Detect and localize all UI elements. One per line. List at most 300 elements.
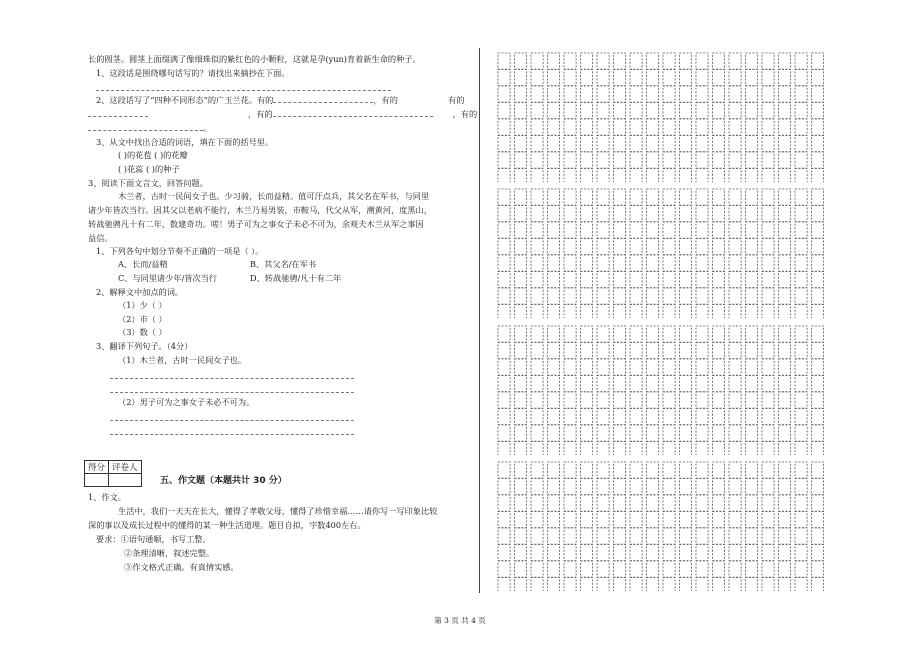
grid-cell[interactable] bbox=[581, 189, 593, 205]
grid-cell[interactable] bbox=[779, 53, 791, 69]
grid-cell[interactable] bbox=[795, 462, 807, 478]
grid-cell[interactable] bbox=[680, 169, 692, 183]
grid-cell[interactable] bbox=[779, 545, 791, 561]
grid-cell[interactable] bbox=[564, 86, 576, 102]
grid-cell[interactable] bbox=[795, 86, 807, 102]
grid-cell[interactable] bbox=[515, 326, 527, 342]
grid-cell[interactable] bbox=[762, 189, 774, 205]
grid-cell[interactable] bbox=[663, 103, 675, 119]
grid-cell[interactable] bbox=[498, 136, 510, 152]
grid-cell[interactable] bbox=[630, 462, 642, 478]
grid-cell[interactable] bbox=[779, 222, 791, 238]
grid-cell[interactable] bbox=[581, 53, 593, 69]
grid-cell[interactable] bbox=[548, 103, 560, 119]
grid-cell[interactable] bbox=[812, 206, 824, 222]
grid-cell[interactable] bbox=[762, 392, 774, 408]
grid-cell[interactable] bbox=[729, 343, 741, 359]
grid-cell[interactable] bbox=[795, 409, 807, 425]
grid-cell[interactable] bbox=[630, 169, 642, 183]
grid-cell[interactable] bbox=[713, 343, 725, 359]
grid-cell[interactable] bbox=[531, 528, 543, 544]
grid-cell[interactable] bbox=[614, 409, 626, 425]
grid-cell[interactable] bbox=[614, 462, 626, 478]
grid-cell[interactable] bbox=[614, 272, 626, 288]
grid-cell[interactable] bbox=[647, 495, 659, 511]
grid-cell[interactable] bbox=[746, 222, 758, 238]
grid-cell[interactable] bbox=[795, 305, 807, 319]
grid-cell[interactable] bbox=[581, 136, 593, 152]
grid-cell[interactable] bbox=[515, 578, 527, 592]
grid-cell[interactable] bbox=[812, 425, 824, 441]
grid-cell[interactable] bbox=[630, 561, 642, 577]
grid-cell[interactable] bbox=[515, 528, 527, 544]
grid-cell[interactable] bbox=[812, 442, 824, 456]
grid-cell[interactable] bbox=[663, 239, 675, 255]
grid-cell[interactable] bbox=[564, 119, 576, 135]
grid-cell[interactable] bbox=[564, 425, 576, 441]
grid-cell[interactable] bbox=[531, 425, 543, 441]
grid-cell[interactable] bbox=[614, 189, 626, 205]
grid-cell[interactable] bbox=[779, 479, 791, 495]
grid-cell[interactable] bbox=[762, 53, 774, 69]
grid-cell[interactable] bbox=[762, 561, 774, 577]
grid-cell[interactable] bbox=[515, 512, 527, 528]
grid-cell[interactable] bbox=[548, 206, 560, 222]
grid-cell[interactable] bbox=[647, 53, 659, 69]
grid-cell[interactable] bbox=[531, 119, 543, 135]
grid-cell[interactable] bbox=[746, 359, 758, 375]
grid-cell[interactable] bbox=[531, 495, 543, 511]
grid-cell[interactable] bbox=[746, 239, 758, 255]
grid-cell[interactable] bbox=[531, 239, 543, 255]
grid-cell[interactable] bbox=[564, 561, 576, 577]
grid-cell[interactable] bbox=[663, 305, 675, 319]
grid-cell[interactable] bbox=[729, 239, 741, 255]
grid-cell[interactable] bbox=[498, 272, 510, 288]
grid-cell[interactable] bbox=[729, 409, 741, 425]
grid-cell[interactable] bbox=[564, 152, 576, 168]
grid-cell[interactable] bbox=[779, 70, 791, 86]
grid-cell[interactable] bbox=[548, 462, 560, 478]
grid-cell[interactable] bbox=[581, 442, 593, 456]
grid-cell[interactable] bbox=[531, 305, 543, 319]
grid-cell[interactable] bbox=[614, 103, 626, 119]
grid-cell[interactable] bbox=[795, 442, 807, 456]
grid-cell[interactable] bbox=[531, 545, 543, 561]
grid-cell[interactable] bbox=[564, 462, 576, 478]
grid-cell[interactable] bbox=[663, 136, 675, 152]
grid-cell[interactable] bbox=[548, 578, 560, 592]
grid-cell[interactable] bbox=[762, 528, 774, 544]
grid-cell[interactable] bbox=[812, 545, 824, 561]
grid-cell[interactable] bbox=[564, 255, 576, 271]
grid-cell[interactable] bbox=[515, 479, 527, 495]
grid-cell[interactable] bbox=[498, 206, 510, 222]
grid-cell[interactable] bbox=[696, 255, 708, 271]
grid-cell[interactable] bbox=[779, 255, 791, 271]
grid-cell[interactable] bbox=[680, 561, 692, 577]
grid-cell[interactable] bbox=[614, 305, 626, 319]
grid-cell[interactable] bbox=[696, 528, 708, 544]
grid-cell[interactable] bbox=[713, 206, 725, 222]
grid-cell[interactable] bbox=[581, 462, 593, 478]
grid-cell[interactable] bbox=[614, 119, 626, 135]
grid-cell[interactable] bbox=[647, 206, 659, 222]
grid-cell[interactable] bbox=[531, 343, 543, 359]
grid-cell[interactable] bbox=[581, 326, 593, 342]
grid-cell[interactable] bbox=[729, 136, 741, 152]
grid-cell[interactable] bbox=[779, 288, 791, 304]
grid-cell[interactable] bbox=[680, 462, 692, 478]
grid-cell[interactable] bbox=[746, 152, 758, 168]
grid-cell[interactable] bbox=[696, 70, 708, 86]
grid-cell[interactable] bbox=[680, 189, 692, 205]
grid-cell[interactable] bbox=[680, 222, 692, 238]
grid-cell[interactable] bbox=[812, 376, 824, 392]
grid-cell[interactable] bbox=[812, 103, 824, 119]
grid-cell[interactable] bbox=[729, 425, 741, 441]
grid-cell[interactable] bbox=[795, 479, 807, 495]
grid-cell[interactable] bbox=[581, 425, 593, 441]
grid-cell[interactable] bbox=[762, 222, 774, 238]
grid-cell[interactable] bbox=[812, 119, 824, 135]
grid-cell[interactable] bbox=[762, 479, 774, 495]
grid-cell[interactable] bbox=[614, 442, 626, 456]
grid-cell[interactable] bbox=[647, 512, 659, 528]
grid-cell[interactable] bbox=[498, 305, 510, 319]
grid-cell[interactable] bbox=[713, 305, 725, 319]
grid-cell[interactable] bbox=[696, 512, 708, 528]
grid-cell[interactable] bbox=[696, 359, 708, 375]
grid-cell[interactable] bbox=[713, 442, 725, 456]
grid-cell[interactable] bbox=[746, 512, 758, 528]
grid-cell[interactable] bbox=[696, 239, 708, 255]
grid-cell[interactable] bbox=[729, 462, 741, 478]
grid-cell[interactable] bbox=[812, 359, 824, 375]
grid-cell[interactable] bbox=[531, 376, 543, 392]
grid-cell[interactable] bbox=[614, 169, 626, 183]
grid-cell[interactable] bbox=[630, 495, 642, 511]
grid-cell[interactable] bbox=[795, 545, 807, 561]
grid-cell[interactable] bbox=[581, 479, 593, 495]
grid-cell[interactable] bbox=[696, 288, 708, 304]
grid-cell[interactable] bbox=[663, 169, 675, 183]
grid-cell[interactable] bbox=[647, 86, 659, 102]
grid-cell[interactable] bbox=[515, 409, 527, 425]
grid-cell[interactable] bbox=[597, 442, 609, 456]
grid-cell[interactable] bbox=[696, 53, 708, 69]
grid-cell[interactable] bbox=[498, 169, 510, 183]
grid-cell[interactable] bbox=[614, 206, 626, 222]
grid-cell[interactable] bbox=[795, 359, 807, 375]
grid-cell[interactable] bbox=[795, 103, 807, 119]
grid-cell[interactable] bbox=[531, 288, 543, 304]
grid-cell[interactable] bbox=[713, 425, 725, 441]
grid-cell[interactable] bbox=[630, 425, 642, 441]
grid-cell[interactable] bbox=[812, 343, 824, 359]
grid-cell[interactable] bbox=[762, 272, 774, 288]
grid-cell[interactable] bbox=[812, 512, 824, 528]
grid-cell[interactable] bbox=[531, 70, 543, 86]
grid-cell[interactable] bbox=[696, 272, 708, 288]
grid-cell[interactable] bbox=[564, 70, 576, 86]
grid-cell[interactable] bbox=[647, 442, 659, 456]
grid-cell[interactable] bbox=[581, 376, 593, 392]
grid-cell[interactable] bbox=[597, 479, 609, 495]
grid-cell[interactable] bbox=[647, 136, 659, 152]
grid-cell[interactable] bbox=[779, 206, 791, 222]
grid-cell[interactable] bbox=[680, 136, 692, 152]
grid-cell[interactable] bbox=[696, 442, 708, 456]
grid-cell[interactable] bbox=[729, 512, 741, 528]
grid-cell[interactable] bbox=[812, 409, 824, 425]
grid-cell[interactable] bbox=[729, 578, 741, 592]
grid-cell[interactable] bbox=[713, 119, 725, 135]
grid-cell[interactable] bbox=[498, 376, 510, 392]
grid-cell[interactable] bbox=[498, 425, 510, 441]
grid-cell[interactable] bbox=[713, 545, 725, 561]
answer-line[interactable] bbox=[110, 420, 354, 421]
grid-cell[interactable] bbox=[779, 376, 791, 392]
grid-cell[interactable] bbox=[762, 288, 774, 304]
grid-cell[interactable] bbox=[729, 255, 741, 271]
grid-cell[interactable] bbox=[630, 326, 642, 342]
grid-cell[interactable] bbox=[564, 479, 576, 495]
grid-cell[interactable] bbox=[729, 288, 741, 304]
grid-cell[interactable] bbox=[597, 103, 609, 119]
grid-cell[interactable] bbox=[812, 479, 824, 495]
grid-cell[interactable] bbox=[564, 578, 576, 592]
grid-cell[interactable] bbox=[515, 462, 527, 478]
grid-cell[interactable] bbox=[531, 561, 543, 577]
grid-cell[interactable] bbox=[498, 119, 510, 135]
grid-cell[interactable] bbox=[696, 409, 708, 425]
grid-cell[interactable] bbox=[713, 561, 725, 577]
grid-cell[interactable] bbox=[515, 343, 527, 359]
grid-cell[interactable] bbox=[597, 528, 609, 544]
grid-cell[interactable] bbox=[795, 222, 807, 238]
grid-cell[interactable] bbox=[795, 136, 807, 152]
grid-cell[interactable] bbox=[795, 425, 807, 441]
grid-cell[interactable] bbox=[515, 376, 527, 392]
grid-cell[interactable] bbox=[762, 578, 774, 592]
grid-cell[interactable] bbox=[647, 392, 659, 408]
grid-cell[interactable] bbox=[581, 528, 593, 544]
grid-cell[interactable] bbox=[779, 119, 791, 135]
grid-cell[interactable] bbox=[812, 288, 824, 304]
grid-cell[interactable] bbox=[630, 288, 642, 304]
grid-cell[interactable] bbox=[746, 545, 758, 561]
grid-cell[interactable] bbox=[729, 305, 741, 319]
grid-cell[interactable] bbox=[498, 152, 510, 168]
grid-cell[interactable] bbox=[581, 103, 593, 119]
grid-cell[interactable] bbox=[597, 222, 609, 238]
grid-cell[interactable] bbox=[746, 578, 758, 592]
grid-cell[interactable] bbox=[564, 392, 576, 408]
grid-cell[interactable] bbox=[498, 578, 510, 592]
grid-cell[interactable] bbox=[762, 545, 774, 561]
grid-cell[interactable] bbox=[779, 512, 791, 528]
grid-cell[interactable] bbox=[614, 578, 626, 592]
grid-cell[interactable] bbox=[630, 239, 642, 255]
grid-cell[interactable] bbox=[581, 86, 593, 102]
grid-cell[interactable] bbox=[564, 136, 576, 152]
grid-cell[interactable] bbox=[680, 86, 692, 102]
grid-cell[interactable] bbox=[630, 206, 642, 222]
grid-cell[interactable] bbox=[663, 255, 675, 271]
grid-cell[interactable] bbox=[812, 70, 824, 86]
grid-cell[interactable] bbox=[795, 70, 807, 86]
writing-grid-1[interactable] bbox=[497, 52, 897, 182]
grid-cell[interactable] bbox=[548, 53, 560, 69]
grid-cell[interactable] bbox=[581, 545, 593, 561]
grid-cell[interactable] bbox=[762, 462, 774, 478]
grid-cell[interactable] bbox=[548, 392, 560, 408]
grid-cell[interactable] bbox=[597, 272, 609, 288]
grid-cell[interactable] bbox=[663, 479, 675, 495]
grid-cell[interactable] bbox=[548, 288, 560, 304]
grid-cell[interactable] bbox=[548, 409, 560, 425]
grid-cell[interactable] bbox=[729, 86, 741, 102]
grid-cell[interactable] bbox=[515, 222, 527, 238]
grid-cell[interactable] bbox=[630, 53, 642, 69]
grid-cell[interactable] bbox=[680, 545, 692, 561]
grid-cell[interactable] bbox=[680, 272, 692, 288]
grid-cell[interactable] bbox=[647, 152, 659, 168]
grid-cell[interactable] bbox=[548, 376, 560, 392]
grid-cell[interactable] bbox=[564, 272, 576, 288]
grid-cell[interactable] bbox=[597, 425, 609, 441]
grid-cell[interactable] bbox=[548, 86, 560, 102]
grid-cell[interactable] bbox=[597, 512, 609, 528]
grid-cell[interactable] bbox=[614, 561, 626, 577]
grid-cell[interactable] bbox=[680, 288, 692, 304]
grid-cell[interactable] bbox=[779, 359, 791, 375]
grid-cell[interactable] bbox=[531, 255, 543, 271]
grid-cell[interactable] bbox=[531, 136, 543, 152]
grid-cell[interactable] bbox=[498, 359, 510, 375]
grid-cell[interactable] bbox=[680, 206, 692, 222]
grid-cell[interactable] bbox=[581, 70, 593, 86]
grid-cell[interactable] bbox=[663, 409, 675, 425]
grid-cell[interactable] bbox=[779, 136, 791, 152]
grid-cell[interactable] bbox=[729, 206, 741, 222]
grid-cell[interactable] bbox=[597, 288, 609, 304]
grid-cell[interactable] bbox=[696, 425, 708, 441]
grid-cell[interactable] bbox=[581, 359, 593, 375]
grid-cell[interactable] bbox=[647, 272, 659, 288]
grid-cell[interactable] bbox=[647, 343, 659, 359]
grid-cell[interactable] bbox=[630, 70, 642, 86]
grid-cell[interactable] bbox=[531, 272, 543, 288]
grid-cell[interactable] bbox=[795, 343, 807, 359]
grid-cell[interactable] bbox=[696, 169, 708, 183]
grid-cell[interactable] bbox=[597, 561, 609, 577]
grid-cell[interactable] bbox=[762, 169, 774, 183]
grid-cell[interactable] bbox=[614, 239, 626, 255]
grid-cell[interactable] bbox=[696, 136, 708, 152]
grid-cell[interactable] bbox=[746, 495, 758, 511]
grid-cell[interactable] bbox=[713, 152, 725, 168]
grid-cell[interactable] bbox=[581, 343, 593, 359]
grid-cell[interactable] bbox=[696, 343, 708, 359]
grid-cell[interactable] bbox=[498, 255, 510, 271]
grid-cell[interactable] bbox=[647, 239, 659, 255]
grid-cell[interactable] bbox=[581, 152, 593, 168]
grid-cell[interactable] bbox=[515, 545, 527, 561]
grid-cell[interactable] bbox=[498, 495, 510, 511]
grid-cell[interactable] bbox=[663, 152, 675, 168]
grid-cell[interactable] bbox=[647, 425, 659, 441]
grid-cell[interactable] bbox=[647, 359, 659, 375]
grid-cell[interactable] bbox=[548, 136, 560, 152]
grid-cell[interactable] bbox=[630, 189, 642, 205]
grid-cell[interactable] bbox=[795, 326, 807, 342]
grid-cell[interactable] bbox=[647, 409, 659, 425]
grid-cell[interactable] bbox=[713, 528, 725, 544]
grid-cell[interactable] bbox=[498, 222, 510, 238]
grid-cell[interactable] bbox=[614, 392, 626, 408]
grid-cell[interactable] bbox=[663, 119, 675, 135]
grid-cell[interactable] bbox=[630, 528, 642, 544]
grid-cell[interactable] bbox=[680, 119, 692, 135]
grid-cell[interactable] bbox=[729, 545, 741, 561]
grid-cell[interactable] bbox=[729, 53, 741, 69]
grid-cell[interactable] bbox=[531, 578, 543, 592]
grid-cell[interactable] bbox=[729, 442, 741, 456]
writing-grid-4[interactable] bbox=[497, 461, 897, 591]
grid-cell[interactable] bbox=[597, 136, 609, 152]
grid-cell[interactable] bbox=[581, 305, 593, 319]
grid-cell[interactable] bbox=[647, 326, 659, 342]
grid-cell[interactable] bbox=[713, 326, 725, 342]
answer-line[interactable] bbox=[110, 378, 354, 379]
grid-cell[interactable] bbox=[515, 86, 527, 102]
grid-cell[interactable] bbox=[729, 70, 741, 86]
grid-cell[interactable] bbox=[531, 512, 543, 528]
grid-cell[interactable] bbox=[498, 409, 510, 425]
grid-cell[interactable] bbox=[630, 152, 642, 168]
grid-cell[interactable] bbox=[812, 239, 824, 255]
grid-cell[interactable] bbox=[762, 359, 774, 375]
grid-cell[interactable] bbox=[531, 103, 543, 119]
grid-cell[interactable] bbox=[597, 376, 609, 392]
grid-cell[interactable] bbox=[746, 343, 758, 359]
grid-cell[interactable] bbox=[779, 272, 791, 288]
grid-cell[interactable] bbox=[696, 462, 708, 478]
grid-cell[interactable] bbox=[779, 392, 791, 408]
grid-cell[interactable] bbox=[564, 222, 576, 238]
grid-cell[interactable] bbox=[515, 70, 527, 86]
grid-cell[interactable] bbox=[597, 578, 609, 592]
grid-cell[interactable] bbox=[746, 305, 758, 319]
grid-cell[interactable] bbox=[581, 169, 593, 183]
grid-cell[interactable] bbox=[746, 409, 758, 425]
grid-cell[interactable] bbox=[812, 255, 824, 271]
grid-cell[interactable] bbox=[663, 70, 675, 86]
grid-cell[interactable] bbox=[498, 442, 510, 456]
grid-cell[interactable] bbox=[564, 343, 576, 359]
grid-cell[interactable] bbox=[564, 528, 576, 544]
grid-cell[interactable] bbox=[597, 343, 609, 359]
grid-cell[interactable] bbox=[614, 343, 626, 359]
grid-cell[interactable] bbox=[564, 189, 576, 205]
grid-cell[interactable] bbox=[663, 189, 675, 205]
grid-cell[interactable] bbox=[531, 86, 543, 102]
grid-cell[interactable] bbox=[564, 376, 576, 392]
grid-cell[interactable] bbox=[663, 528, 675, 544]
grid-cell[interactable] bbox=[762, 86, 774, 102]
